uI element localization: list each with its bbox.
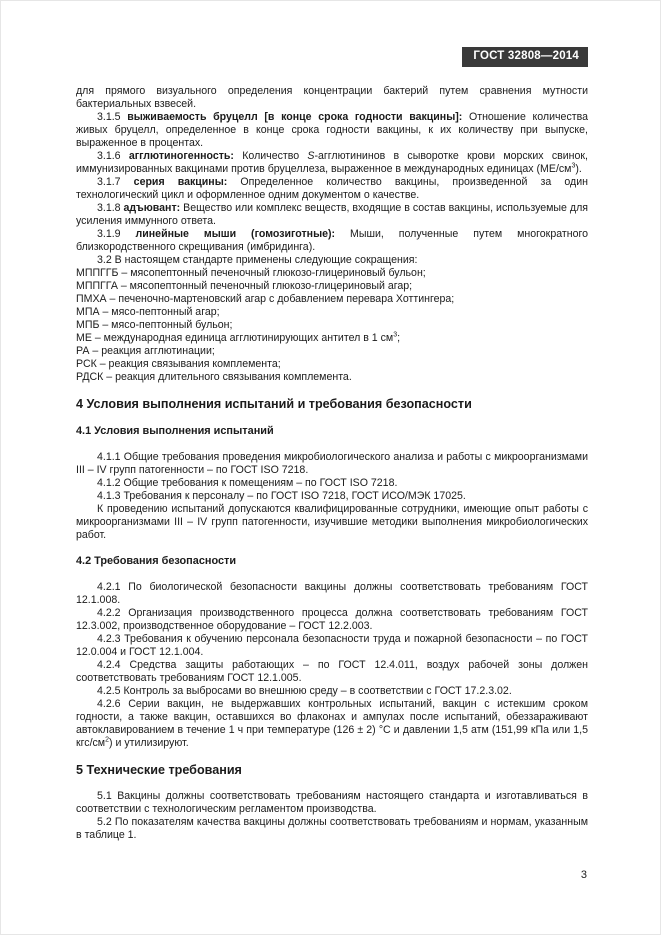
subsection-heading-4-1: 4.1 Условия выполнения испытаний [76,425,274,437]
section-heading-4: 4 Условия выполнения испытаний и требования безопасности [76,397,472,411]
paragraph: 4.2.1 По биологической безопасности вакцины должны соответствовать требованиям ГОСТ 12.1.008. [76,581,588,606]
abbrev-line: МЕ – международная единица агглютинирующих антител в 1 $см^3$; [76,331,401,344]
definition-3-1-9: 3.1.9 линейные мыши (гомозиготные): Мыши, полученные путем многократного близкородственного скрещивания (имбридинга). [76,228,588,253]
section-heading-5: 5 Технические требования [76,763,242,777]
paragraph: 4.2.3 Требования к обучению персонала безопасности труда и пожарной безопасности – по ГОСТ 12.0.004 и ГОСТ 12.1.004. [76,633,588,658]
page-header [76,47,588,67]
definition-3-1-7: 3.1.7 серия вакцины: Определенное количество вакцины, произведенной за один технологический цикл и оформленное одним документом о качестве. [76,176,588,201]
abbrev-line: МПА – мясо-пептонный агар; [76,306,220,318]
abbrev-line: МПБ – мясо-пептонный бульон; [76,319,233,331]
abbrev-line: МППГГБ – мясопептонный печеночный глюкозо-глицериновый бульон; [76,267,426,279]
page-number: 3 [580,869,587,881]
paragraph: 4.2.5 Контроль за выбросами во внешнюю среду – в соответствии с ГОСТ 17.2.3.02. [97,685,512,697]
abbrev-line: РА – реакция агглютинации; [76,345,215,357]
paragraph: для прямого визуального определения концентрации бактерий путем сравнения мутности бактериальных взвесей. [76,85,588,110]
paragraph: 4.2.4 Средства защиты работающих – по ГОСТ 12.4.011, воздух рабочей зоны должен соответствовать требованиям ГОСТ 12.1.005. [76,659,588,684]
abbrev-line: РСК – реакция связывания комплемента; [76,358,281,370]
document-body [76,85,588,842]
doc-number-badge: ГОСТ 32808—2014 [462,47,588,67]
paragraph: 4.1.2 Общие требования к помещениям – по ГОСТ ISO 7218. [97,477,398,489]
subsection-heading-4-2: 4.2 Требования безопасности [76,555,237,567]
abbrev-line: МППГГА – мясопептонный печеночный глюкозо-глицериновый агар; [76,280,413,292]
paragraph: 4.2.2 Организация производственного процесса должна соответствовать требованиям ГОСТ 12.3.002, производственное оборудование – ГОСТ 12.2.003. [76,607,588,632]
abbrev-line: ПМХА – печеночно-мартеновский агар с добавлением перевара Хоттингера; [76,293,455,305]
definition-3-1-8: 3.1.8 адъювант: Вещество или комплекс веществ, входящие в состав вакцины, используемые для усиления иммунного ответа. [76,202,588,227]
paragraph: 3.2 В настоящем стандарте применены следующие сокращения: [97,254,418,266]
paragraph: 4.1.1 Общие требования проведения микробиологического анализа и работы с микроорганизмами III – IV групп патогенности – по ГОСТ ISO 7218. [76,451,588,476]
paragraph: 5.2 По показателям качества вакцины должны соответствовать требованиям и нормам, указанным в таблице 1. [76,816,588,841]
paragraph: 5.1 Вакцины должны соответствовать требованиям настоящего стандарта и изготавливаться в соответствии с технологическим регламентом производства. [76,790,588,815]
paragraph: К проведению испытаний допускаются квалифицированные сотрудники, имеющие опыт работы с микроорганизмами III – IV групп патогенности, изучившие методики выполнения микробиологических работ. [76,503,588,541]
definition-3-1-5: 3.1.5 выживаемость бруцелл [в конце срока годности вакцины]: Отношение количества живых бруцелл, определенное в конце срока годности вакцины, к их количеству при выпуске, выраженное в процентах. [76,111,588,149]
paragraph: 4.1.3 Требования к персоналу – по ГОСТ ISO 7218, ГОСТ ИСО/МЭК 17025. [97,490,466,502]
definition-3-1-6: 3.1.6 агглютиногенность: Количество S-агглютининов в сыворотке крови морских свинок, иммунизированных вакцинами против бруцеллеза, выраженное в международных единицах $(МЕ/см^3)$. [76,150,588,175]
paragraph: 4.2.6 Серии вакцин, не выдержавших контрольных испытаний, вакцин с истекшим сроком годности, а также вакцин, оставшихся во флаконах и ампулах после испытаний, обеззараживают автоклавированием в течение 1 ч при температуре (126 ± 2) °С и давлении 1,5 атм (151,99 кПа или 1,5 кгс/$см^2$) и утилизируют. [76,698,588,749]
abbrev-line: РДСК – реакция длительного связывания комплемента. [76,371,352,383]
